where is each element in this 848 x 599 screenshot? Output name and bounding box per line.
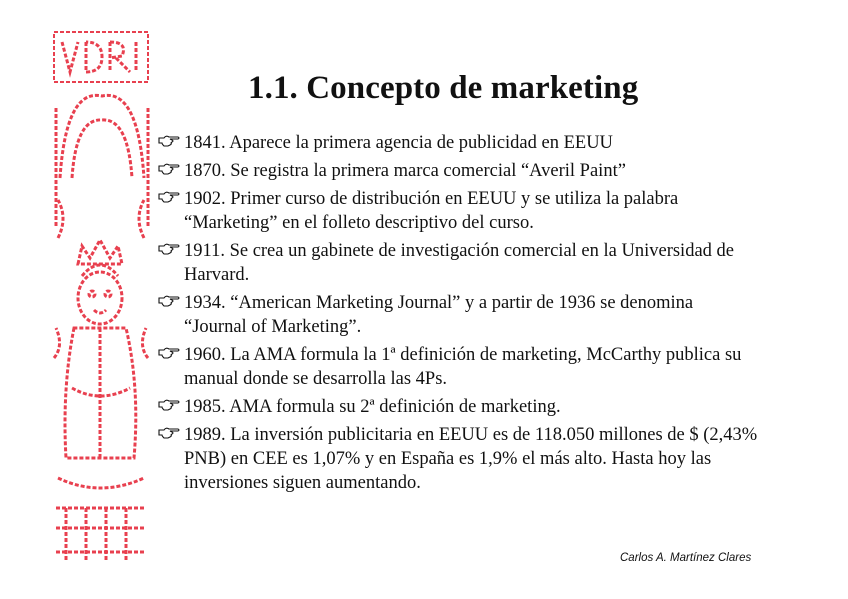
bullet-text: 1911. Se crea un gabinete de investigación comercial en la Universidad de Harvard. <box>184 241 734 285</box>
pointing-hand-icon <box>158 426 180 440</box>
author-credit: Carlos A. Martínez Clares <box>620 552 752 564</box>
bullet-item <box>158 159 758 183</box>
pointing-hand-icon <box>158 346 180 360</box>
bullet-text: 1985. AMA formula su 2ª definición de marketing. <box>184 397 561 417</box>
bullet-list <box>158 131 758 499</box>
bullet-text: 1870. Se registra la primera marca comercial “Averil Paint” <box>184 161 626 181</box>
bullet-item <box>158 395 758 419</box>
bullet-text: 1841. Aparece la primera agencia de publicidad en EEUU <box>184 133 613 153</box>
pointing-hand-icon <box>158 190 180 204</box>
bullet-item <box>158 423 758 495</box>
bullet-text: 1960. La AMA formula la 1ª definición de marketing, McCarthy publica su manual donde se desarrolla las 4Ps. <box>184 345 742 389</box>
bullet-item <box>158 291 758 339</box>
pointing-hand-icon <box>158 398 180 412</box>
bullet-text: 1989. La inversión publicitaria en EEUU es de 118.050 millones de $ (2,43% PNB) en CEE es 1,07% y en España es 1,9% el más alto. Hasta hoy las inversiones siguen aumentando. <box>184 425 758 493</box>
pointing-hand-icon <box>158 294 180 308</box>
bullet-text: 1902. Primer curso de distribución en EEUU y se utiliza la palabra “Marketing” en el folleto descriptivo del curso. <box>184 189 679 233</box>
bullet-item <box>158 187 758 235</box>
slide-title: 1.1. Concepto de marketing <box>248 70 639 106</box>
bullet-item <box>158 343 758 391</box>
pointing-hand-icon <box>158 134 180 148</box>
pointing-hand-icon <box>158 162 180 176</box>
pointing-hand-icon <box>158 242 180 256</box>
bullet-item <box>158 131 758 155</box>
decorative-illustration <box>52 28 150 568</box>
bullet-text: 1934. “American Marketing Journal” y a partir de 1936 se denomina “Journal of Marketing”. <box>184 293 694 337</box>
bullet-item <box>158 239 758 287</box>
